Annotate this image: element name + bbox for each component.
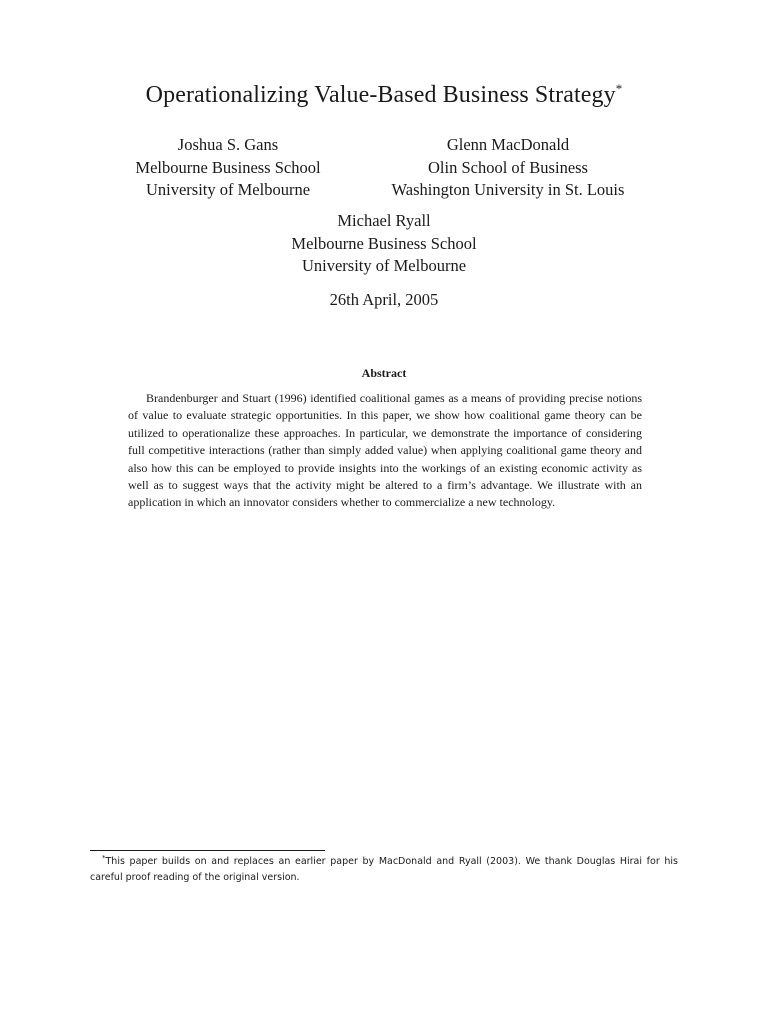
footnote-marker: * bbox=[102, 853, 106, 862]
abstract-body: Brandenburger and Stuart (1996) identified coalitional games as a means of providing precise notions of value to evaluate strategic opportunities. In this paper, we show how coalitional game theory can be utilized to operationalize these approaches. In particular, we demonstrate the importance of considering full competitive interactions (rather than simply added value) when applying coalitional game theory and also how this can be employed to provide insights into the workings of an existing economic activity as well as to suggest ways that the activity might be altered to a firm’s advantage. We illustrate with an application in which an innovator considers whether to commercialize a new technology. bbox=[128, 391, 642, 510]
author-block-gans bbox=[106, 134, 350, 202]
abstract-heading: Abstract bbox=[361, 366, 407, 380]
paper-date: 26th April, 2005 bbox=[329, 290, 439, 309]
author-name: Glenn MacDonald bbox=[446, 135, 570, 154]
author-institution: University of Melbourne bbox=[145, 180, 311, 199]
paper-title bbox=[0, 82, 768, 109]
author-institution: University of Melbourne bbox=[301, 256, 467, 275]
paper-title-text: Operationalizing Value-Based Business Strategy bbox=[145, 82, 616, 108]
author-name: Joshua S. Gans bbox=[177, 135, 279, 154]
footnote-text: This paper builds on and replaces an earlier paper by MacDonald and Ryall (2003). We thank Douglas Hirai for his careful proof reading of the original version. bbox=[90, 856, 678, 883]
author-affiliation: Melbourne Business School bbox=[291, 233, 477, 253]
title-footnote-marker: * bbox=[615, 81, 623, 96]
author-name: Michael Ryall bbox=[337, 211, 431, 230]
author-affiliation: Olin School of Business bbox=[428, 157, 588, 177]
author-block-macdonald bbox=[358, 134, 658, 202]
author-institution: Washington University in St. Louis bbox=[391, 180, 625, 199]
author-affiliation: Melbourne Business School bbox=[135, 157, 321, 177]
footnote bbox=[90, 854, 678, 886]
footnote-rule bbox=[90, 850, 325, 851]
author-block-ryall bbox=[0, 210, 768, 278]
